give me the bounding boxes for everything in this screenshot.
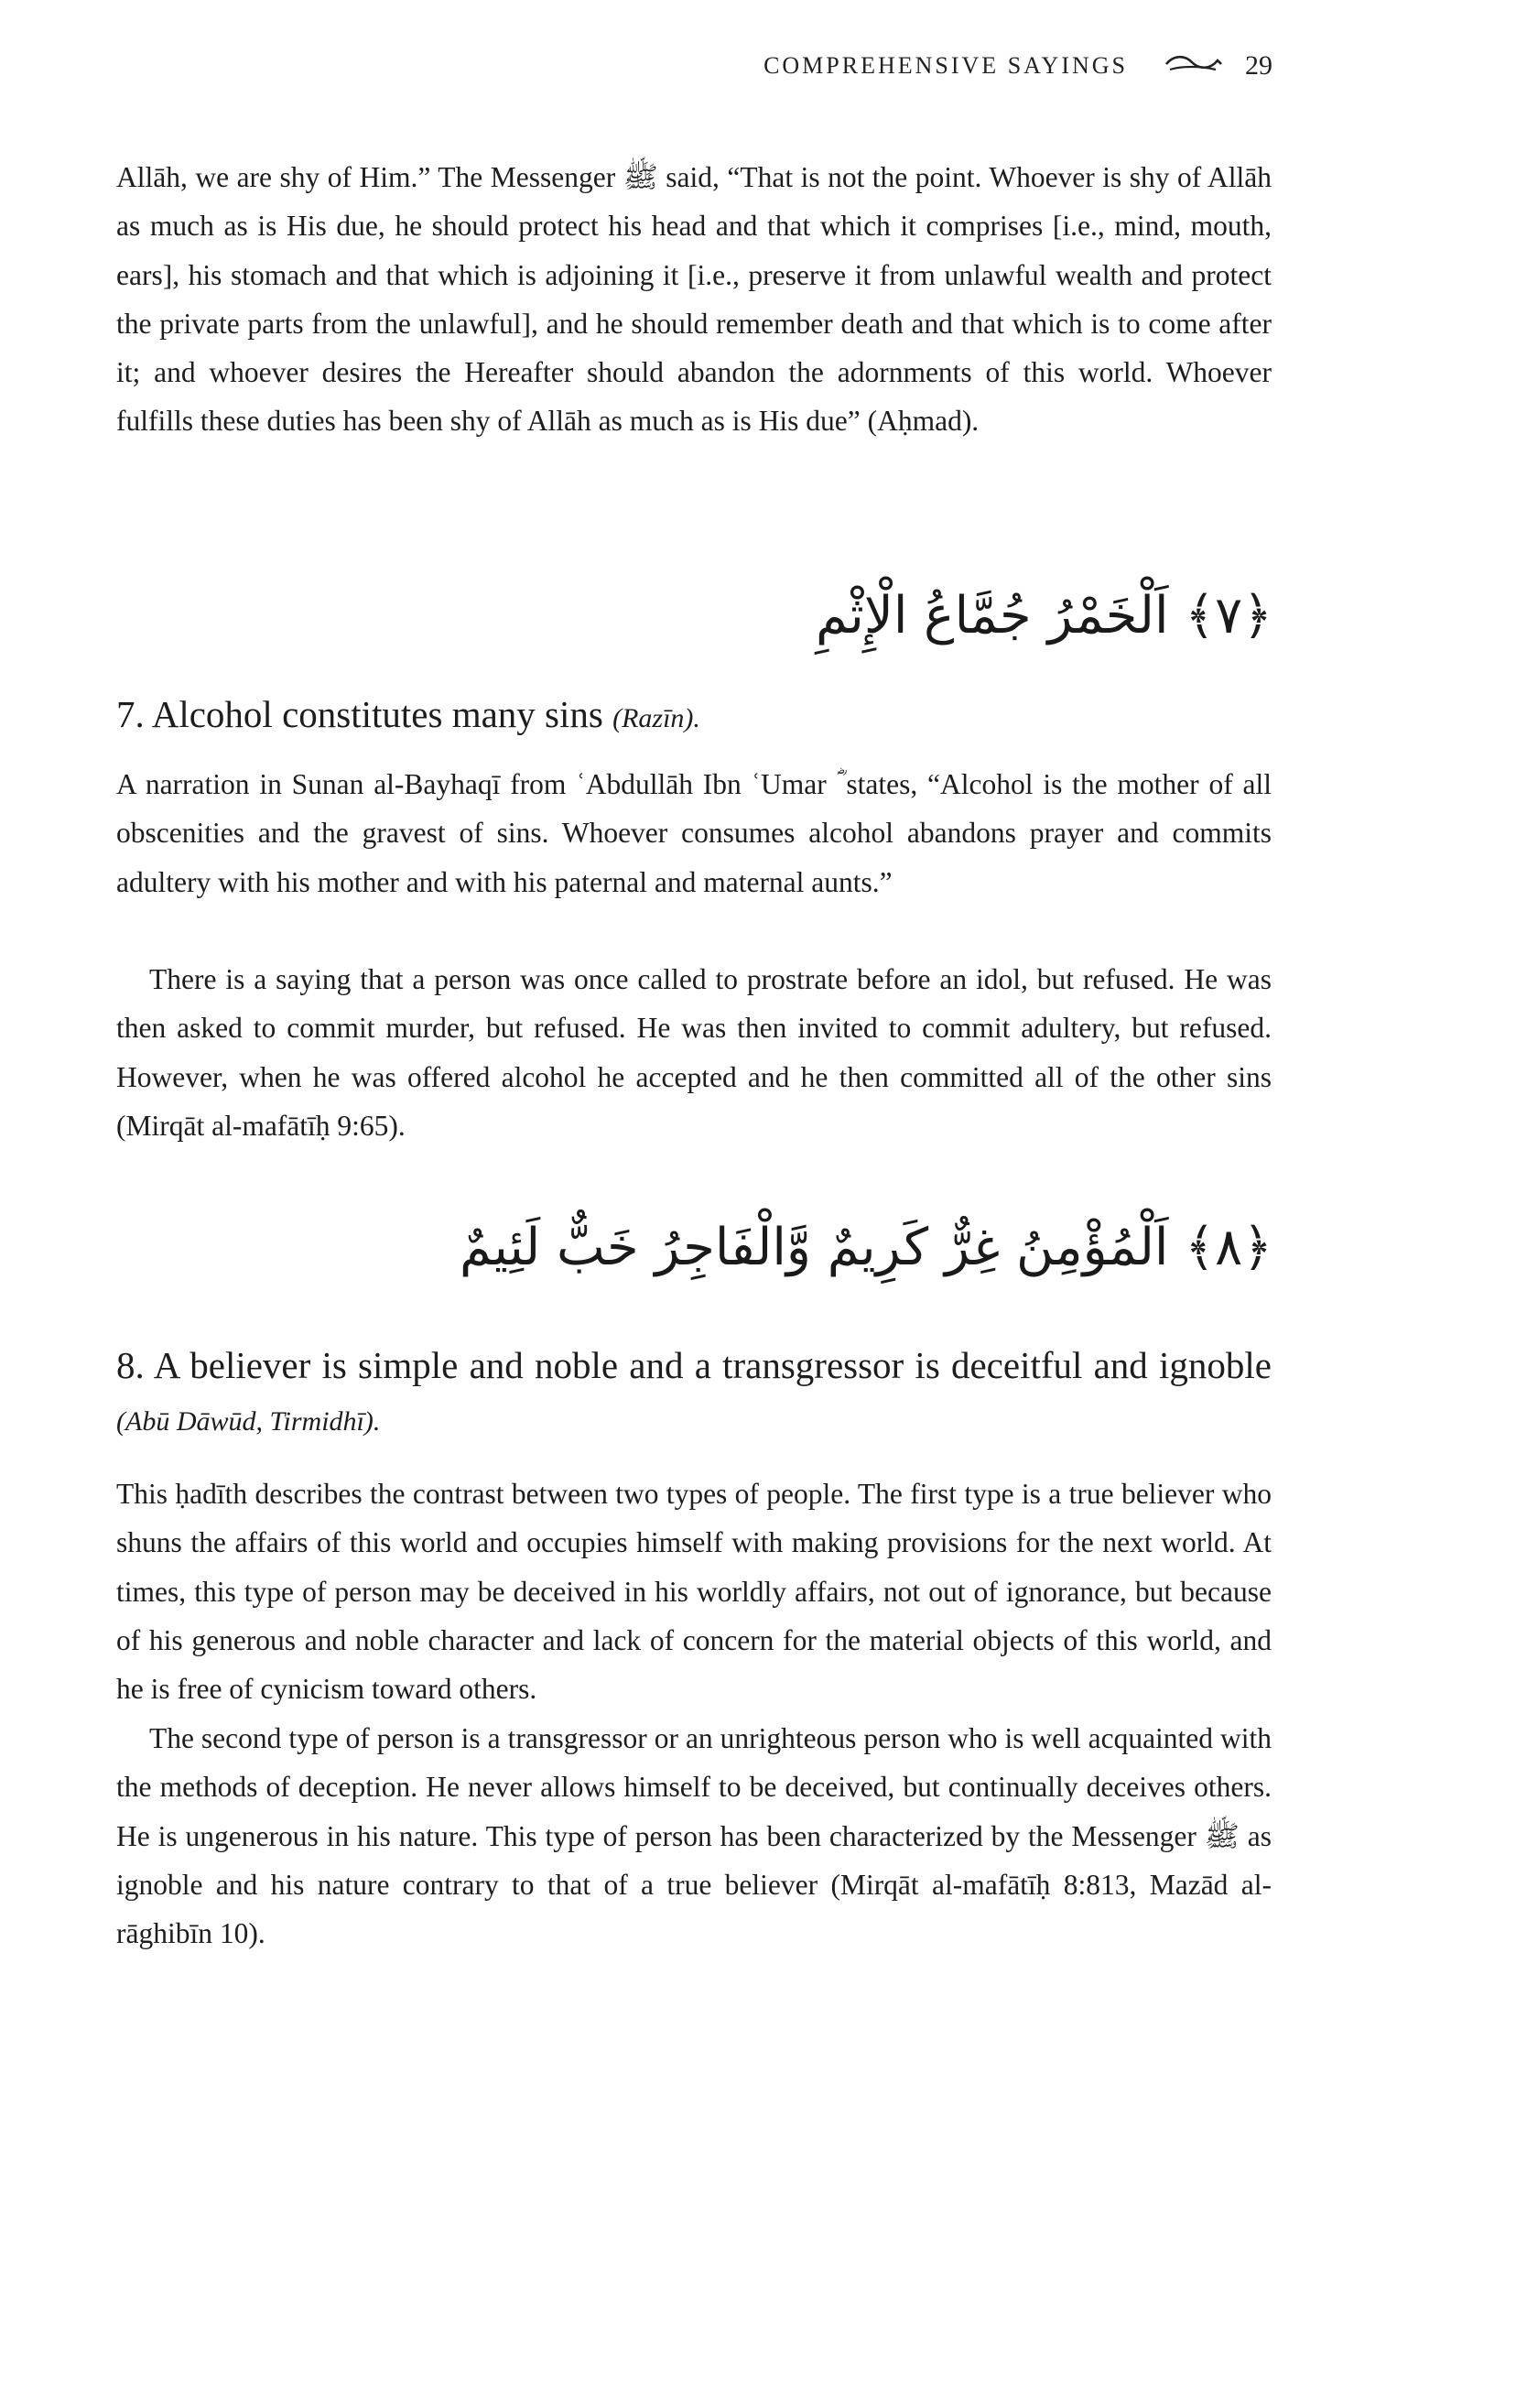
section7-paragraph-2: There is a saying that a person was once called to prostrate before an idol, but refused. He was then asked to commit murder, but refused. He was then invited to commit adultery, but refused. However, when he was offered alcohol he accepted and he then committed all of the other sins (Mirqāt al-mafātīḥ 9:65). [116,963,1272,1142]
section7-arabic: ﴿٧﴾ اَلْخَمْرُ جُمَّاعُ الْإِثْمِ [816,586,1272,645]
section7-source: (Razīn). [612,703,700,733]
section8-paragraph-1: This ḥadīth describes the contrast between two types of people. The first type is a true believer who shuns the affairs of this world and occupies himself with making provisions for the next world. At times, this type of person may be deceived in his worldly affairs, not out of ignorance, but because of his generous and noble character and lack of concern for the material objects of this world, and he is free of cynicism toward others. [116,1478,1272,1706]
section8-source: (Abū Dāwūd, Tirmidhī). [116,1406,381,1437]
running-title: COMPREHENSIVE SAYINGS [763,52,1128,79]
section7-paragraph-1: A narration in Sunan al-Bayhaqī from ʿAbdullāh Ibn ʿUmar ؓ states, “Alcohol is the mother of all obscenities and the gravest of sins. Whoever consumes alcohol abandons prayer and commits adultery with his mother and with his paternal and maternal aunts.” [116,768,1272,898]
section7-title: 7. Alcohol constitutes many sins [116,693,603,735]
intro-paragraph: Allāh, we are shy of Him.” The Messenger ﷺ said, “That is not the point. Whoever is shy of Allāh as much as is His due, he should protect his head and that which it comprises [i.e., mind, mouth, ears], his stomach and that which is adjoining it [i.e., preserve it from unlawful wealth and protect the private parts from the unlawful], and he should remember death and that which is to come after it; and whoever desires the Hereafter should abandon the adornments of this world. Whoever fulfills these duties has been shy of Allāh as much as is His due” (Aḥmad). [116,161,1272,438]
section7-heading [116,689,1272,744]
running-header [0,50,1272,81]
page-number: 29 [1245,50,1272,81]
flourish-icon [1164,51,1223,81]
section8-title: 8. A believer is simple and noble and a transgressor is deceitful and ignoble [116,1344,1272,1386]
section8-heading [116,1340,1272,1448]
section8-arabic: ﴿٨﴾ اَلْمُؤْمِنُ غِرٌّ كَرِيمٌ وَّالْفَاجِرُ خَبٌّ لَئِيمٌ [460,1218,1272,1277]
section8-paragraph-2: The second type of person is a transgressor or an unrighteous person who is well acquainted with the methods of deception. He never allows himself to be deceived, but continually deceives others. He is ungenerous in his nature. This type of person has been characterized by the Messenger ﷺ as ignoble and his nature contrary to that of a true believer (Mirqāt al-mafātīḥ 8:813, Mazād al-rāghibīn 10). [116,1722,1272,1950]
